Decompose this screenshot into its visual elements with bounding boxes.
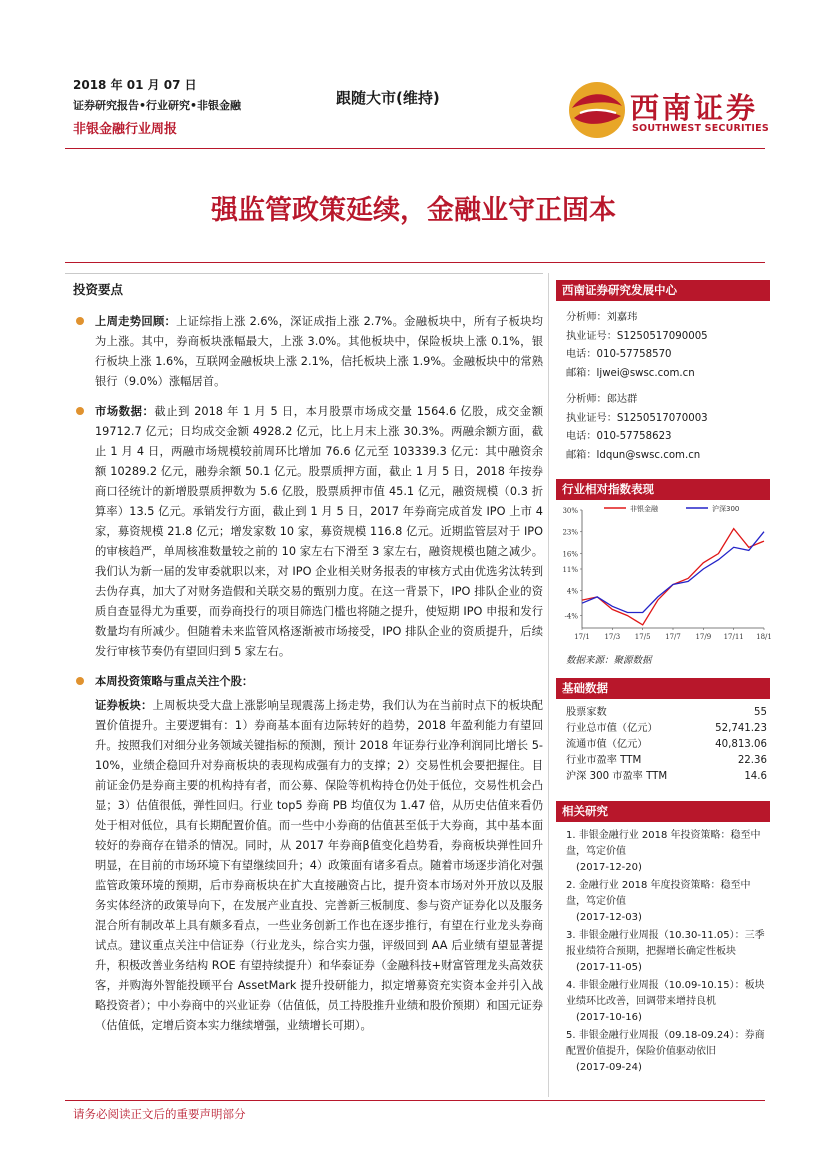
bullet-market-data [73,402,543,662]
basic-label: 流通市值（亿元） [566,739,648,750]
chart-heading: 行业相对指数表现 [556,479,770,500]
basic-data-heading: 基础数据 [556,678,770,699]
bullet-weekly-review [73,312,543,392]
basic-label: 沪深 300 市盈率 TTM [566,771,668,782]
chart-legend-label: 非银金融 [630,505,658,513]
investment-summary [73,280,543,1036]
company-logo-en: SOUTHWEST SECURITIES [632,123,769,134]
basic-row [556,769,770,785]
chart-y-tick-label: 23% [562,528,578,537]
chart-y-tick-label: 30% [562,507,578,515]
header-divider [65,148,765,149]
basic-label: 股票家数 [566,707,607,718]
basic-data-block [556,678,770,785]
chart-source: 数据来源：聚源数据 [566,655,652,666]
analyst-2 [556,383,770,465]
analyst-email[interactable]: 邮箱：ldqun@swsc.com.cn [566,449,701,461]
bullet-dot-icon [76,677,84,685]
analyst-email[interactable]: 邮箱：ljwei@swsc.com.cn [566,367,695,379]
analyst-1 [556,301,770,383]
chart-x-tick-label: 17/11 [723,633,744,641]
related-date: (2017-11-05) [576,962,642,973]
related-title: 3. 非银金融行业周报（10.30-11.05）：三季报业绩符合预期，把握增长确定性板块 [566,930,765,957]
analyst-cert: 执业证号：S1250517090005 [566,330,708,342]
footer-disclaimer[interactable]: 请务必阅读正文后的重要声明部分 [73,1107,246,1121]
analyst-cert: 执业证号：S1250517070003 [566,412,708,424]
bullet-strategy [73,672,543,692]
basic-row [556,705,770,721]
chart-legend-label: 沪深300 [712,505,740,513]
research-center-heading: 西南证券研究发展中心 [556,280,770,301]
chart-series-line-2 [582,532,764,613]
title-divider [65,262,765,263]
report-title: 强监管政策延续，金融业守正固本 [211,195,616,226]
securities-paragraph [73,696,543,1036]
analyst-block [556,280,770,465]
related-title: 2. 金融行业 2018 年度投资策略：稳至中盘，笃定价值 [566,880,751,907]
chart-x-tick-label: 17/3 [604,633,621,641]
related-title: 1. 非银金融行业 2018 年投资策略：稳至中盘，笃定价值 [566,830,761,857]
footer-divider [65,1100,765,1101]
chart-y-tick-label: -4% [564,612,578,621]
chart-y-tick-label: 4% [566,587,578,596]
company-logo-cn: 西南证券 [630,91,759,125]
basic-label: 行业总市值（亿元） [566,723,658,734]
related-date: (2017-09-24) [576,1062,642,1073]
related-research-list [556,822,770,1076]
related-date: (2017-10-16) [576,1012,642,1023]
related-title: 4. 非银金融行业周报（10.09-10.15）：板块业绩环比改善，回调带来增持良机 [566,980,765,1007]
report-type: 证券研究报告•行业研究•非银金融 [73,99,242,112]
column-top-divider [65,273,543,274]
related-date: (2017-12-20) [576,862,642,873]
related-title: 5. 非银金融行业周报（09.18-09.24）：券商配置价值提升，保险价值驱动依旧 [566,1030,765,1057]
basic-value: 14.6 [744,771,767,782]
analyst-name: 分析师：刘嘉玮 [566,312,638,323]
chart-block [556,479,770,666]
bullet-heading: 本周投资策略与重点关注个股： [95,675,254,688]
weekly-label: 非银金融行业周报 [73,122,178,137]
basic-data-list [556,705,770,785]
paragraph-heading: 证券板块： [95,699,153,712]
chart-x-tick-label: 17/7 [665,633,681,641]
bullet-text: 截止到 2018 年 1 月 5 日，本月股票市场成交量 1564.6 亿股，成交金额 19712.7 亿元；日均成交金额 4928.2 亿元，比上月末上涨 30.3%。两融余额方面，截止 1 月 4 日，两融市场规模较前周环比增加 76.6 亿元至 103339.3 亿元：其中融资余额 10289.2 亿元，融券余额 50.1 亿元。股票质押方面，截止 1 月 5 日，2018 年按券商口径统计的新增股票质押数为 5.6 亿股，股票质押市值 45.1 亿元，融资规模（0.3 折算率）13.5 亿元。承销发行方面，截止到 1 月 5 日，2017 年券商完成首发 IPO 上市 4 家，募资规模 21.8 亿元；增发家数 10 家，募资规模 116.8 亿元。近期监管层对于 IPO 的审核趋严，单周核准数量较之前的 10 家左右下滑至 3 家左右，融资规模也随之减少。我们认为新一届的发审委就职以来，对 IPO 企业相关财务报表的审核方式由优选劣汰转到去伪存真，加大了对财务造假和关联交易的甄别力度。在这一背景下，IPO 排队企业的资质自查显得尤为重要，而券商投行的项目筛选门槛也将随之提升，使短期 IPO 申报和发行数量均有所减少。但随着未来监管风格逐渐被市场接受，IPO 排队企业的资质提升，后续发行审核节奏仍有望回归到 5 家左右。 [95,405,543,658]
basic-row [556,737,770,753]
related-item[interactable] [566,878,766,926]
chart-x-tick-label: 18/1 [756,633,772,641]
sidebar [556,280,770,1088]
basic-label: 行业市盈率 TTM [566,755,642,766]
section-heading: 投资要点 [73,282,124,297]
analyst-phone: 电话：010-57758623 [566,431,672,442]
related-item[interactable] [566,928,766,976]
bullet-heading: 上周走势回顾： [95,315,177,328]
paragraph-text: 上周板块受大盘上涨影响呈现震荡上扬走势，我们认为在当前时点下的板块配置价值提升。主要逻辑有：1）券商基本面有边际转好的趋势，2018 年盈利能力有望回升。按照我们对细分业务领域关键指标的预测，预计 2018 年证券行业净利润同比增长 5-10%，业绩企稳回升对券商板块的表现构成强有力的支撑；2）交易性机会要把握住。目前证金仍是券商主要的机构持有者，而公募、保险等机构持仓仍处于低位，交易性机会凸显；3）估值很低，弹性回归。行业 top5 券商 PB 均值仅为 1.47 倍，从历史估值来看仍处于相对低位，具有长期配置价值。而一些中小券商的估值甚至低于大券商，其中基本面较好的券商存在错杀的情况。同时，从 2017 年券商β值变化趋势看，券商板块弹性回升明显，在目前的市场环境下有望继续回升；4）政策面有诸多看点。随着市场逐步消化对强监管政策环境的预期，后市券商板块在扩大直接融资占比，提升资本市场对外开放以及服务实体经济的政策导向下，在发展产业直投、完善新三板制度、参与资产证券化以及服务混合所有制改革上具有颇多看点，一些业务创新工作也在逐步推行，有望在行业龙头券商试点。建议重点关注中信证券（行业龙头，综合实力强，评级回到 AA 后业绩有望显著提升，积极改善业务结构 ROE 有望持续提升）和华泰证券（金融科技+财富管理龙头高效获客，并购海外智能投顾平台 AssetMark 提升投研能力，拟定增募资充实资本金并引入战略投资者）；中小券商中的兴业证券（估值低，员工持股推升业绩和股价预期）和国元证券（估值低，定增后资本实力继续增强，业绩增长可期）。 [95,699,543,1032]
column-divider [548,273,549,1097]
related-item[interactable] [566,978,766,1026]
chart-x-tick-label: 17/1 [574,633,590,641]
related-research-heading: 相关研究 [556,801,770,822]
report-date: 2018 年 01 月 07 日 [73,78,197,92]
chart-x-tick-label: 17/9 [695,633,712,641]
rating: 跟随大市(维持) [336,89,440,107]
related-date: (2017-12-03) [576,912,642,923]
bullet-dot-icon [76,317,84,325]
basic-value: 52,741.23 [715,723,767,734]
basic-row [556,721,770,737]
related-research-block [556,801,770,1076]
related-item[interactable] [566,828,766,876]
chart-series-line-1 [582,529,764,625]
related-item[interactable] [566,1028,766,1076]
chart-y-tick-label: 16% [562,550,578,559]
bullet-text: 上证综指上涨 2.6%，深证成指上涨 2.7%。金融板块中，所有子板块均为上涨。其中，券商板块涨幅最大，上涨 3.0%。其他板块中，保险板块上涨 0.1%，银行板块上涨 1.6%，互联网金融板块上涨 2.1%，信托板块上涨 1.9%。金融板块中的常熟银行（9.0%）涨幅居首。 [95,315,543,388]
chart-svg [556,500,770,650]
chart-y-tick-label: 11% [562,566,578,574]
basic-value: 22.36 [737,755,767,766]
chart-x-tick-label: 17/5 [634,633,651,641]
basic-value: 55 [754,707,767,718]
company-logo-icon [566,80,628,140]
basic-row [556,753,770,769]
analyst-phone: 电话：010-57758570 [566,349,672,360]
bullet-dot-icon [76,407,84,415]
analyst-name: 分析师：郎达群 [566,394,638,405]
relative-index-chart [556,500,770,650]
basic-value: 40,813.06 [715,739,767,750]
bullet-heading: 市场数据： [95,405,155,418]
